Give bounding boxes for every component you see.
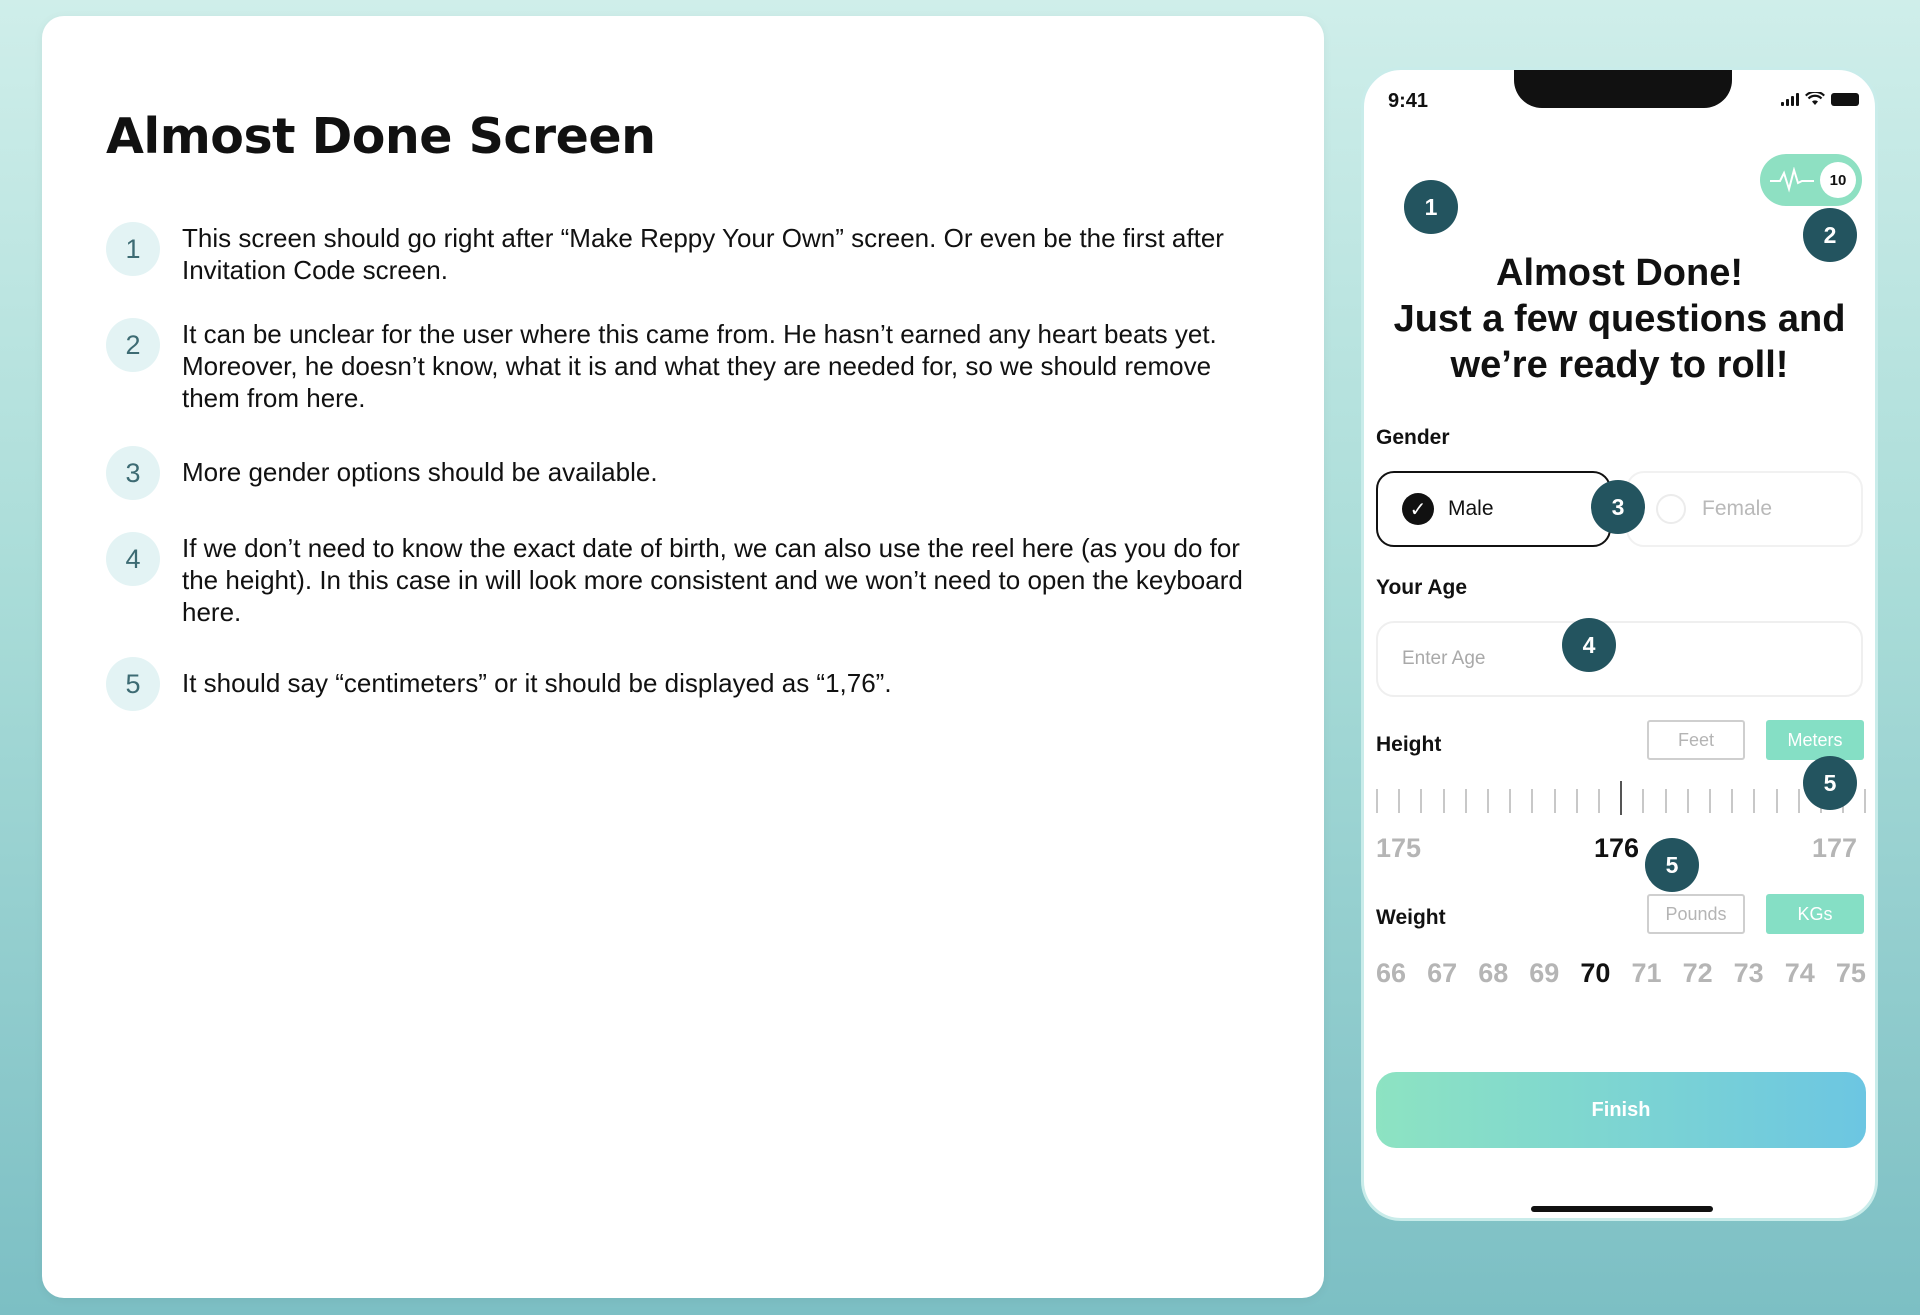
notes-card (42, 16, 1324, 1298)
status-icons (1781, 92, 1859, 106)
battery-icon (1831, 93, 1859, 106)
reel-tick (1531, 789, 1533, 813)
reel-tick (1398, 789, 1400, 813)
gender-label: Gender (1376, 426, 1450, 449)
notes-title: Almost Done Screen (106, 108, 656, 165)
age-label: Your Age (1376, 576, 1468, 599)
reel-tick (1465, 789, 1467, 813)
reel-tick (1598, 789, 1600, 813)
weight-value: 71 (1631, 958, 1662, 988)
height-value: 177 (1812, 833, 1858, 863)
title-line: Almost Done! (1496, 252, 1743, 294)
weight-label: Weight (1376, 906, 1446, 929)
height-label: Height (1376, 733, 1442, 756)
reel-tick (1443, 789, 1445, 813)
reel-tick (1709, 789, 1711, 813)
reel-tick (1864, 789, 1866, 813)
weight-value: 75 (1835, 958, 1866, 988)
height-value: 175 (1376, 833, 1422, 863)
screen-title (1364, 250, 1875, 388)
weight-unit-pounds[interactable]: Pounds (1647, 894, 1745, 934)
note-number: 2 (106, 318, 160, 372)
annotation-marker: 1 (1404, 180, 1458, 234)
reel-tick (1731, 789, 1733, 813)
annotation-marker: 5 (1645, 838, 1699, 892)
note-text: More gender options should be available. (182, 457, 658, 487)
gender-option-male[interactable] (1376, 471, 1611, 547)
annotation-marker: 5 (1803, 756, 1857, 810)
annotation-marker: 4 (1562, 618, 1616, 672)
reel-tick (1687, 789, 1689, 813)
reel-tick (1420, 789, 1422, 813)
note-number: 5 (106, 657, 160, 711)
note-item (106, 532, 1266, 628)
weight-value-selected: 70 (1580, 958, 1611, 988)
phone-notch (1514, 67, 1732, 108)
heartbeat-count: 10 (1820, 162, 1856, 198)
annotation-marker: 2 (1803, 208, 1857, 262)
age-input[interactable] (1376, 621, 1863, 697)
weight-value: 68 (1478, 958, 1509, 988)
checkmark-icon: ✓ (1402, 493, 1434, 525)
weight-value: 67 (1427, 958, 1458, 988)
heartbeat-badge[interactable] (1760, 154, 1862, 206)
note-item (106, 222, 1266, 286)
weight-value: 74 (1784, 958, 1815, 988)
annotation-marker: 3 (1591, 480, 1645, 534)
note-text: It should say “centimeters” or it should be displayed as “1,76”. (182, 668, 892, 698)
reel-tick (1487, 789, 1489, 813)
weight-reel[interactable] (1376, 958, 1866, 989)
reel-tick (1554, 789, 1556, 813)
phone-mockup (1361, 67, 1878, 1221)
note-number: 1 (106, 222, 160, 276)
note-item (106, 318, 1266, 414)
status-time: 9:41 (1388, 90, 1429, 112)
height-unit-meters[interactable]: Meters (1766, 720, 1864, 760)
reel-tick (1376, 789, 1378, 813)
gender-option-label: Female (1702, 497, 1773, 520)
height-unit-feet[interactable]: Feet (1647, 720, 1745, 760)
note-text: If we don’t need to know the exact date of birth, we can also use the reel here (as you do for the height). In this case in will look more consistent and we won’t need to open the keyboard here. (182, 533, 1243, 627)
reel-tick (1665, 789, 1667, 813)
reel-tick (1642, 789, 1644, 813)
note-item (106, 446, 1266, 500)
finish-button[interactable]: Finish (1376, 1072, 1866, 1148)
height-value-selected: 176 (1594, 833, 1640, 863)
gender-option-label: Male (1448, 497, 1494, 520)
reel-tick (1753, 789, 1755, 813)
weight-value: 72 (1682, 958, 1713, 988)
weight-value: 73 (1733, 958, 1764, 988)
title-line: we’re ready to roll! (1450, 344, 1789, 386)
reel-indicator (1620, 781, 1622, 815)
note-text: This screen should go right after “Make Reppy Your Own” screen. Or even be the first after Invitation Code screen. (182, 223, 1224, 285)
reel-tick (1509, 789, 1511, 813)
title-line: Just a few questions and (1393, 298, 1846, 340)
heartbeat-icon (1770, 167, 1816, 193)
note-text: It can be unclear for the user where this came from. He hasn’t earned any heart beats yet. Moreover, he doesn’t know, what it is and what they are needed for, so we should remove them from here. (182, 319, 1217, 413)
note-number: 3 (106, 446, 160, 500)
reel-tick (1576, 789, 1578, 813)
wifi-icon (1805, 92, 1825, 106)
weight-value: 69 (1529, 958, 1560, 988)
reel-tick (1798, 789, 1800, 813)
gender-option-female[interactable] (1626, 471, 1863, 547)
weight-unit-kgs[interactable]: KGs (1766, 894, 1864, 934)
reel-tick (1776, 789, 1778, 813)
weight-value: 66 (1376, 958, 1407, 988)
note-item (106, 657, 1266, 711)
note-number: 4 (106, 532, 160, 586)
signal-icon (1781, 92, 1799, 106)
height-reel[interactable] (1376, 781, 1866, 817)
home-indicator (1531, 1206, 1713, 1212)
radio-icon (1656, 494, 1686, 524)
